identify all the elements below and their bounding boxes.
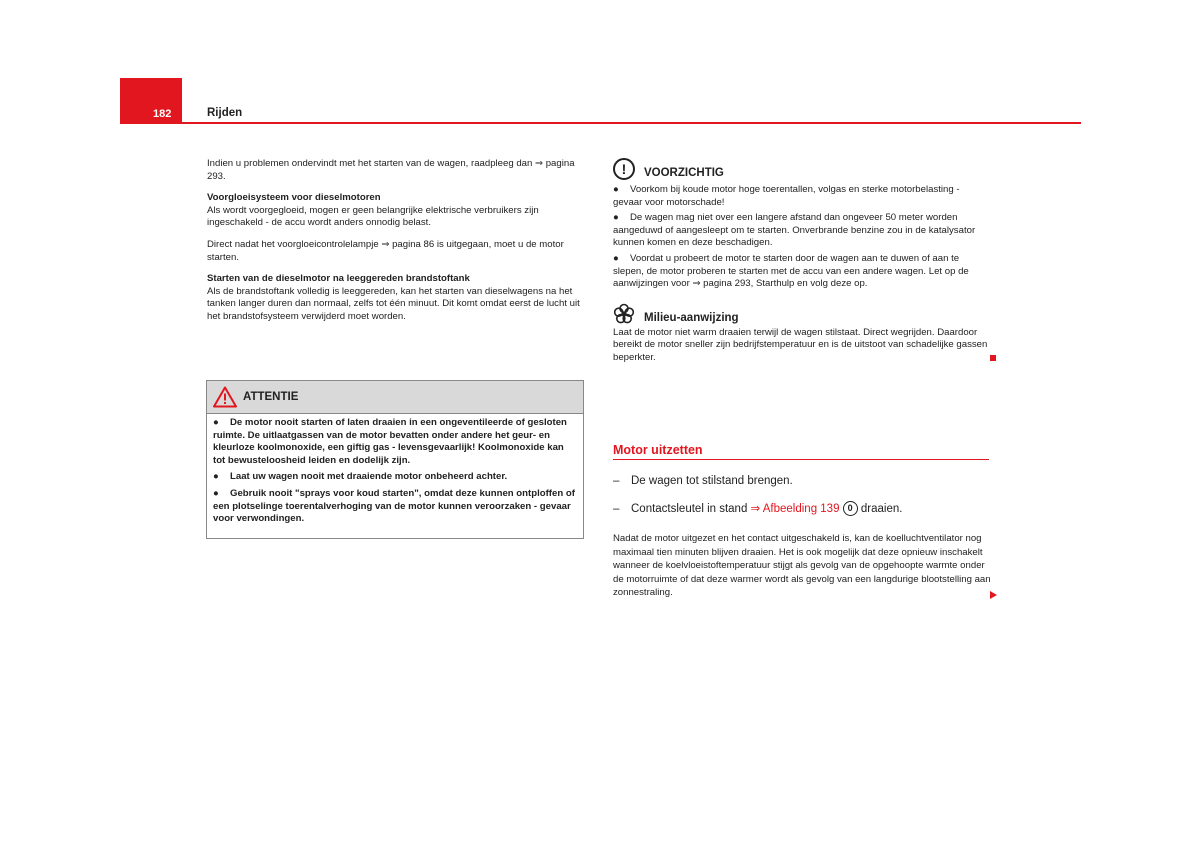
- subheading-glow-system: Voorgloeisysteem voor dieselmotoren: [207, 192, 381, 204]
- page-number: 182: [153, 108, 172, 120]
- left-column: [207, 158, 583, 324]
- bullet-icon: ●: [213, 417, 219, 428]
- subheading-empty-tank: Starten van de dieselmotor na leeggereden brandstoftank: [207, 273, 470, 285]
- glow-system-paragraph-1: Als wordt voorgegloeid, mogen er geen belangrijke elektrische verbruikers zijn ingeschakeld - de accu wordt anders onnodig belast.: [207, 204, 539, 229]
- end-marker-icon: [990, 355, 996, 361]
- exclamation-circle-icon: !: [613, 158, 635, 180]
- warning-triangle-icon: [213, 386, 237, 408]
- bullet-icon: ●: [613, 212, 619, 224]
- attention-box-body: [207, 414, 583, 526]
- right-column: [613, 160, 991, 369]
- caution-item: ● De wagen mag niet over een langere afstand dan ongeveer 50 meter worden aangeduwd of aangesleept om te starten. Onverbrande benzine zou in de katalysator kunnen komen en deze beschadigen.: [613, 212, 976, 249]
- caution-title: VOORZICHTIG: [644, 167, 724, 179]
- section-title: Motor uitzetten: [613, 443, 703, 457]
- step-item: – De wagen tot stilstand brengen.: [613, 475, 793, 487]
- bullet-icon: ●: [613, 252, 619, 264]
- attention-title: ATTENTIE: [243, 391, 299, 403]
- figure-reference-link[interactable]: ⇒ Afbeelding 139: [750, 503, 840, 515]
- empty-tank-paragraph: Als de brandstoftank volledig is leeggereden, kan het starten van dieselwagens na het tanken langer duren dan normaal, zelfs tot één minuut. Dit komt omdat eerst de lucht uit het brandstofsysteem verwijderd moet worden.: [207, 285, 580, 322]
- page-number-box: [120, 78, 182, 124]
- continue-arrow-icon: [990, 591, 997, 599]
- attention-box-header: [207, 381, 583, 414]
- chapter-title: Rijden: [207, 107, 243, 119]
- bullet-icon: ●: [213, 471, 219, 483]
- cooling-fan-paragraph: Nadat de motor uitgezet en het contact uitgeschakeld is, kan de koelluchtventilator nog maximaal tien minuten blijven draaien. Het is ook mogelijk dat deze opnieuw inschakelt wanneer de koelvloeistoftemperatuur stijgt als gevolg van de opgehoopte warmte onder de motorruimte of dat deze warmer wordt als gevolg van een langdurige blootstelling aan zonnestraling.: [613, 533, 991, 598]
- bullet-icon: ●: [213, 487, 219, 499]
- flower-icon: [613, 303, 635, 325]
- dash-icon: –: [613, 503, 620, 515]
- bullet-icon: ●: [613, 184, 619, 195]
- key-position-icon: 0: [843, 501, 858, 516]
- attention-item: ● Laat uw wagen nooit met draaiende motor onbeheerd achter.: [213, 471, 508, 483]
- attention-box: [206, 380, 584, 539]
- attention-item: ● De motor nooit starten of laten draaien in een ongeventileerde of gesloten ruimte. De uitlaatgassen van de motor bevatten onder andere het geur- en kleurloze koolmonoxide, een giftig gas - levensgevaarlijk! Koolmonoxide kan tot bewusteloosheid leiden en dodelijk zijn.: [213, 417, 567, 466]
- step-item: – Contactsleutel in stand ⇒ Afbeelding 139 0 draaien.: [613, 503, 903, 515]
- caution-header: [613, 160, 991, 182]
- intro-paragraph: Indien u problemen ondervindt met het starten van de wagen, raadpleeg dan ⇒ pagina 293.: [207, 158, 575, 182]
- caution-item: ● Voorkom bij koude motor hoge toerentallen, volgas en sterke motorbelasting - gevaar voor motorschade!: [613, 184, 960, 208]
- environment-note-header: [613, 303, 991, 327]
- attention-item: ● Gebruik nooit "sprays voor koud starten", omdat deze kunnen ontploffen of een plotselinge toerentalverhoging van de motor kunnen veroorzaken - gevaar voor verwondingen.: [213, 487, 575, 525]
- dash-icon: –: [613, 475, 620, 487]
- environment-note-title: Milieu-aanwijzing: [644, 311, 739, 324]
- caution-item: ● Voordat u probeert de motor te starten door de wagen aan te duwen of aan te slepen, de motor proberen te starten met de accu van een andere wagen. Let op de aanwijzingen voor ⇒ pagina 293, Starthulp en volg deze op.: [613, 252, 969, 290]
- glow-system-paragraph-2: Direct nadat het voorgloeicontrolelampje ⇒ pagina 86 is uitgegaan, moet u de motor starten.: [207, 238, 564, 263]
- header-divider: [182, 122, 1081, 124]
- environment-note-text: Laat de motor niet warm draaien terwijl de wagen stilstaat. Direct wegrijden. Daardoor bereikt de motor sneller zijn bedrijfstemperatuur en is de uitstoot van schadelijke gassen beperkter.: [613, 326, 988, 363]
- section-divider: [613, 459, 989, 460]
